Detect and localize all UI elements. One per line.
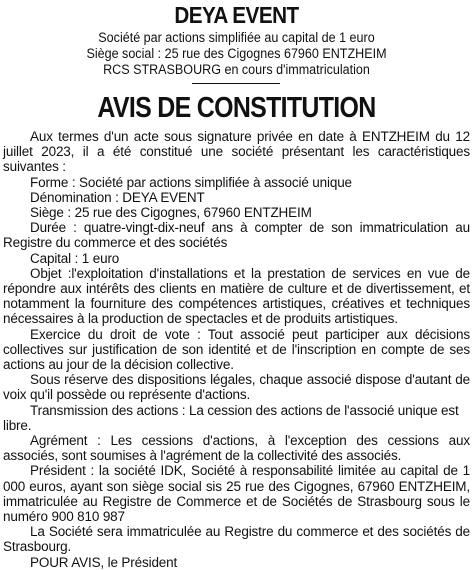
registered-office-line: Siège social : 25 rue des Cigognes 67960 ENTZHEIM	[86, 46, 387, 61]
duration-paragraph: Durée : quatre-vingt-dix-neuf ans à compter de son immatriculation au Registre du commerce et des sociétés	[3, 220, 470, 251]
separator-rule	[192, 83, 280, 84]
purpose-paragraph: Objet :l'exploitation d'installations et la prestation de services en vue de répondre aux intérêts des clients en matière de culture et de divertissement, et notamment la fourniture des compétences artistiques, créatives et techniques nécessaires à la production de spectacles et de produits artistiques.	[3, 265, 470, 327]
share-transfer-paragraph: Transmission des actions : La cession des actions de l'associé unique est libre.	[3, 402, 459, 433]
company-details	[0, 30, 473, 78]
votes-paragraph: Sous réserve des dispositions légales, chaque associé dispose d'autant de voix qu'il possède ou représente d'actions.	[3, 372, 470, 403]
office-paragraph: Siège : 25 rue des Cigognes, 67960 ENTZHEIM	[30, 205, 312, 221]
president-paragraph: Président : la société IDK, Société à responsabilité limitée au capital de 1 000 euros, ayant son siège social sis 25 rue des Cigognes, 67960 ENTZHEIM, immatriculée au Registre de Commerce et de Sociétés de Strasbourg sous le numéro 900 810 987	[3, 463, 470, 525]
voting-rights-paragraph: Exercice du droit de vote : Tout associé peut participer aux décisions collectives sur justification de son identité et de l'inscription en compte de ses actions au jour de la décision collective.	[3, 326, 470, 373]
notice-body	[3, 129, 470, 570]
company-name-heading: DEYA EVENT	[174, 2, 299, 28]
legal-form-line: Société par actions simplifiée au capital de 1 euro	[98, 30, 375, 45]
approval-paragraph: Agrément : Les cessions d'actions, à l'exception des cessions aux associés, sont soumises à l'agrément de la collectivité des associés.	[3, 433, 470, 464]
intro-paragraph: Aux termes d'un acte sous signature privée en date à ENTZHEIM du 12 juillet 2023, il a été constitué une société présentant les caractéristiques suivantes :	[3, 129, 470, 175]
name-paragraph: Dénomination : DEYA EVENT	[30, 189, 205, 205]
notice-title: AVIS DE CONSTITUTION	[97, 92, 376, 124]
registration-paragraph: La Société sera immatriculée au Registre du commerce et des sociétés de Strasbourg.	[3, 524, 470, 555]
capital-paragraph: Capital : 1 euro	[30, 250, 120, 266]
form-paragraph: Forme : Société par actions simplifiée à associé unique	[30, 174, 352, 190]
rcs-line: RCS STRASBOURG en cours d'immatriculation	[103, 62, 370, 77]
signature-paragraph: POUR AVIS, le Président	[30, 554, 178, 570]
